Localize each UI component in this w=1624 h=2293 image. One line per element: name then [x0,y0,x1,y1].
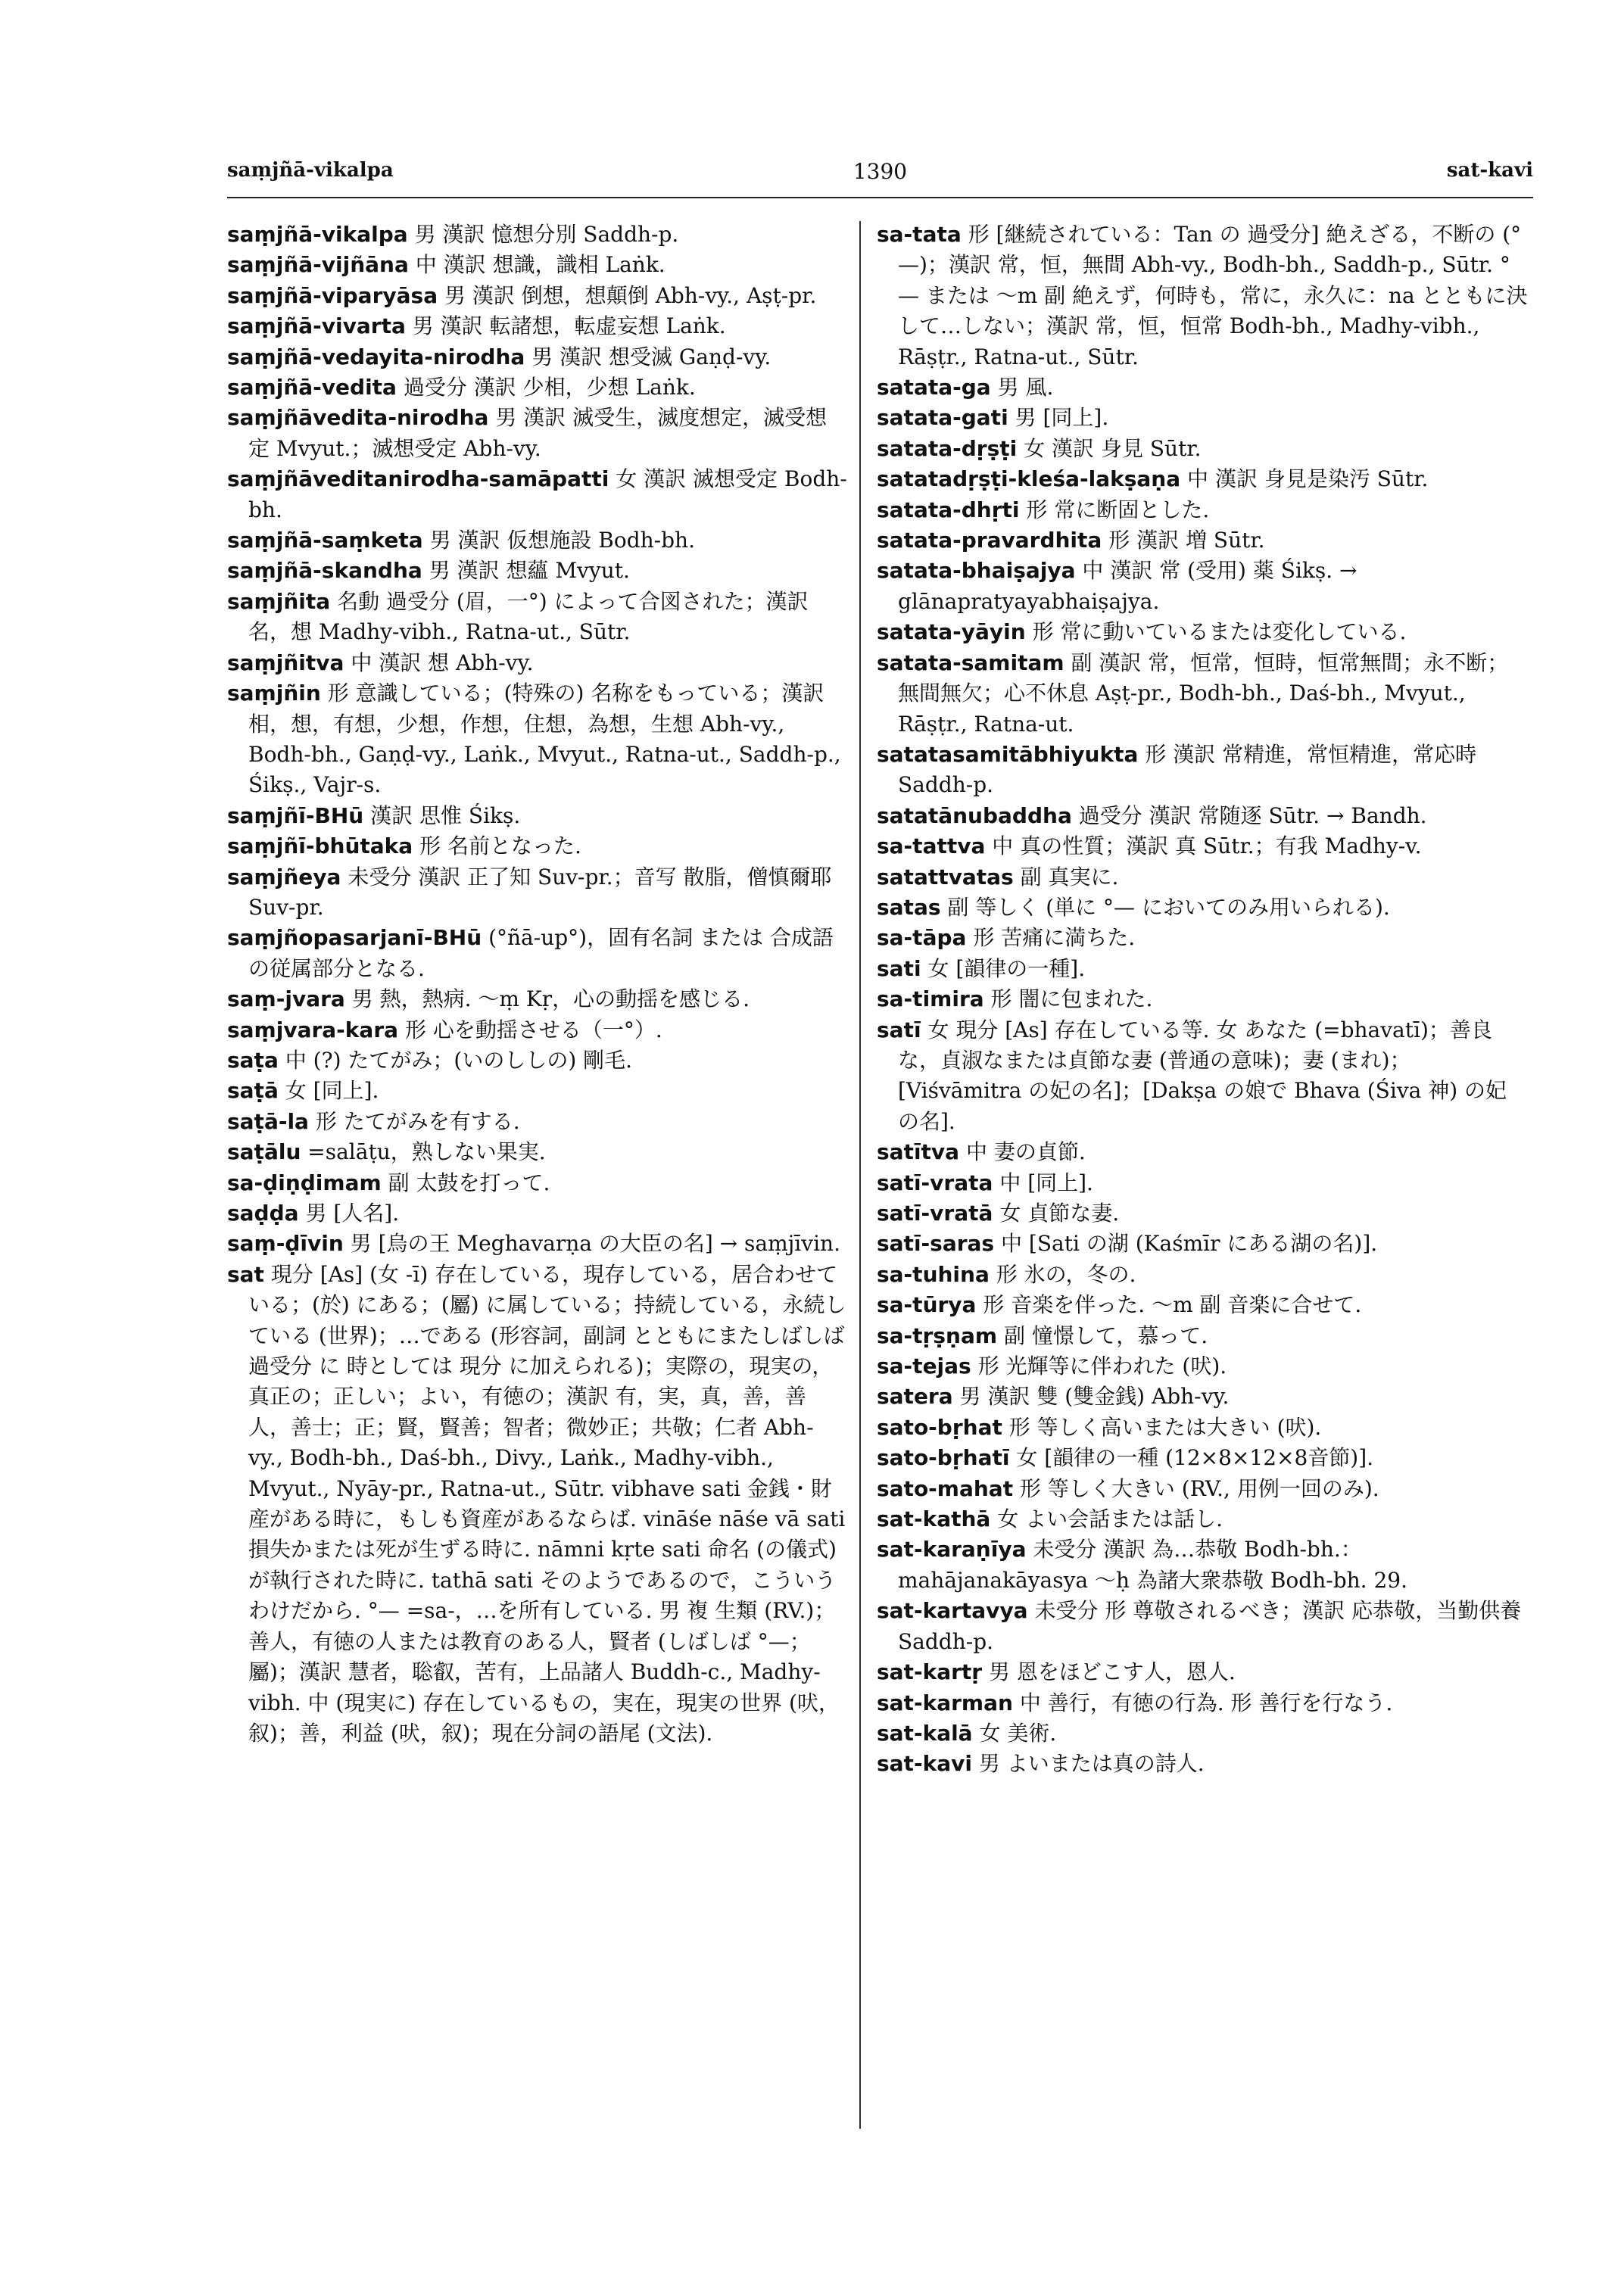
dictionary-entry [877,648,1528,740]
entry-headword: sa-tuhina [877,1261,990,1287]
entry-headword: saṃjñitva [227,650,344,675]
entry-headword: sato-bṛhat [877,1414,1002,1440]
dictionary-entry [877,831,1528,861]
dictionary-entry [877,1443,1528,1473]
dictionary-entry [877,801,1528,831]
header-right-guideword: sat-kavi [1446,159,1533,182]
entry-headword: saṃjñā-viparyāsa [227,282,438,308]
column-divider [859,221,861,2129]
entry-definition: 形 心を動揺させる（一°）. [404,1017,662,1042]
entry-definition: 男 漢訳 仮想施設 Bodh-bh. [429,528,695,553]
entry-definition: 中 (?) たてがみ；(いのししの) 剛毛. [285,1047,633,1073]
entry-definition: 副 漢訳 常，恒常，恒時，恒常無間；永不断；無間無欠；心不休息 Aṣṭ-pr., Bodh-bh., Daś-bh., Mvyut., Rāṣṭr., Ratna-ut. [898,650,1509,737]
dictionary-entry [877,1413,1528,1443]
entry-definition: 現分 [As] (女 -ī) 存在している，現存している，居合わせている；(於) にある；(屬) に属している；持続している，永続している (世界)；…である (形容詞，副詞 とともにまたしばしば 過受分 に 時としては 現分 に加えられる)；実際の，現実の，真正の；正しい；よい，有徳の；漢訳 有，実，真，善，善人，善士；正；賢，賢善；智者；微妙正；共敬；仁者 Abh-vy., Bodh-bh., Daś-bh., Divy., Laṅk., Madhy-vibh., Mvyut., Nyāy-pr., Ratna-ut., Sūtr. vibhave sati 金銭・財産がある時に，もしも資産があるならば. vināśe nāśe vā sati 損失かまたは死が生ずる時に. nāmni kṛte sati 命名 (の儀式) が執行された時に. tathā sati そのようであるので，こういうわけだから. °— =sa-，…を所有している. 男 複 生類 (RV.)；善人，有徳の人または教育のある人，賢者 (しばしば °—；屬)；漢訳 慧者，聡叡，苦有，上品諸人 Buddh-c., Madhy-vibh. 中 (現実に) 存在しているもの，実在，現実の世界 (吠，叙)；善，利益 (吠，叙)；現在分詞の語尾 (文法). [248,1261,846,1746]
entry-headword: sati [877,955,921,981]
entry-definition: 形 漢訳 常精進，常恒精進，常応時 Saddh-p. [898,741,1477,798]
entry-headword: saṃjñā-vikalpa [227,222,408,247]
dictionary-entry [877,1596,1528,1657]
dictionary-entry [227,250,848,280]
dictionary-entry [227,342,848,372]
entry-headword: saṃjñā-vedayita-nirodha [227,344,525,369]
dictionary-entry [227,648,848,678]
entry-definition: 男 風. [997,375,1054,400]
entry-definition: 中 漢訳 身見是染汚 Sūtr. [1187,466,1429,492]
left-column [227,220,848,1749]
entry-definition: 未受分 漢訳 為…恭敬 Bodh-bh.：mahājanakāyasya ～ḥ 為諸大衆恭敬 Bodh-bh. 29. [898,1537,1407,1593]
entry-definition: 中 善行，有徳の行為. 形 善行を行なう. [1019,1690,1393,1715]
entry-definition: 男 漢訳 想蘊 Mvyut. [429,558,630,584]
entry-headword: sa-tejas [877,1354,971,1379]
dictionary-entry [877,954,1528,984]
entry-definition: 形 苦痛に満ちた. [973,925,1136,951]
dictionary-entry [227,1107,848,1137]
entry-headword: satas [877,894,941,920]
entry-definition: 女 現分 [As] 存在している等. 女 あなた (=bhavatī)；善良な，貞淑なまたは貞節な妻 (普通の意味)；妻 (まれ)；[Viśvāmitra の妃の名]；[Dakṣa の娘で Bhava (Śiva 神) の妃の名]. [898,1017,1507,1134]
dictionary-entry [227,220,848,250]
dictionary-entry [877,220,1528,372]
entry-headword: satera [877,1384,953,1410]
dictionary-entry [877,1474,1528,1504]
page-number: 1390 [853,159,908,184]
entry-headword: saṃjñāveditanirodha-samāpatti [227,466,609,492]
entry-definition: 中 漢訳 想識，識相 Laṅk. [415,252,665,278]
dictionary-entry [877,464,1528,494]
entry-definition: 形 等しく大きい (RV., 用例一回のみ). [1020,1475,1379,1501]
entry-definition: 形 漢訳 増 Sūtr. [1108,528,1265,553]
entry-headword: saṃjñopasarjanī-BHū [227,925,482,951]
dictionary-entry [227,1015,848,1045]
dictionary-entry [227,1045,848,1076]
entry-headword: saṃjñā-skandha [227,558,422,584]
entry-definition: 形 常に断固とした. [1026,497,1210,522]
entry-definition: 形 音楽を伴った. ～m 副 音楽に合せて. [983,1292,1362,1318]
entry-headword: satī-saras [877,1231,995,1257]
entry-headword: sat-kalā [877,1720,973,1746]
dictionary-entry [877,1749,1528,1779]
entry-definition: 女 よい会話または話し. [997,1506,1223,1532]
entry-definition: 男 熱，熱病. ～ṃ Kṛ，心の動揺を感じる. [351,986,750,1012]
entry-headword: satī-vrata [877,1170,993,1195]
entry-definition: 中 漢訳 想 Abh-vy. [351,650,534,675]
entry-definition: 男 漢訳 倒想，想顛倒 Abh-vy., Aṣṭ-pr. [444,282,817,308]
entry-headword: satata-ga [877,375,991,400]
entry-headword: saṃ-jvara [227,986,345,1012]
entry-definition: 副 等しく (単に °— においてのみ用いられる). [947,894,1390,920]
dictionary-entry [877,403,1528,433]
dictionary-entry [877,372,1528,403]
entry-headword: sat [227,1261,264,1287]
entry-definition: 副 真実に. [1020,864,1119,889]
dictionary-entry [227,464,848,525]
dictionary-entry [227,1260,848,1749]
dictionary-entry [227,984,848,1014]
entry-headword: saṃjñita [227,588,331,614]
entry-headword: saṭa [227,1047,279,1073]
dictionary-entry [227,923,848,984]
dictionary-entry [877,862,1528,893]
entry-definition: 男 漢訳 想受滅 Gaṇḍ-vy. [531,344,771,369]
entry-headword: sa-tāpa [877,925,967,951]
entry-headword: saṭā [227,1078,279,1104]
dictionary-entry [227,403,848,464]
dictionary-entry [877,1504,1528,1534]
dictionary-entry [227,678,848,801]
entry-definition: 形 たてがみを有する. [315,1108,520,1134]
entry-definition: 形 常に動いているまたは変化している. [1032,619,1407,645]
entry-definition: 女 [韻律の一種 (12×8×12×8音節)]. [1016,1445,1374,1471]
entry-headword: saḍḍa [227,1201,299,1226]
entry-headword: sa-tattva [877,833,986,859]
dictionary-entry [877,1290,1528,1320]
entry-headword: saṃjñī-bhūtaka [227,833,413,859]
entry-headword: saṃjñā-vijñāna [227,252,409,278]
entry-definition: 女 漢訳 滅想受定 Bodh-bh. [248,466,847,522]
entry-definition: 名動 過受分 (眉，一°) によって合図された；漢訳 名，想 Madhy-vibh., Ratna-ut., Sūtr. [248,588,809,645]
dictionary-entry [227,372,848,403]
dictionary-entry [227,1137,848,1167]
dictionary-entry [877,1351,1528,1382]
dictionary-entry [877,556,1528,617]
dictionary-entry [227,1229,848,1259]
entry-definition: 副 憧憬して，慕って. [1003,1323,1208,1348]
dictionary-entry [227,311,848,341]
entry-definition: 女 美術. [979,1720,1057,1746]
entry-definition: 中 真の性質；漢訳 真 Sūtr.；有我 Madhy-v. [992,833,1422,859]
dictionary-entry [227,525,848,556]
entry-definition: 男 [烏の王 Meghavarṇa の大臣の名] → saṃjīvin. [350,1231,840,1257]
entry-headword: saṃjñā-saṃketa [227,528,423,553]
entry-headword: satata-dṛṣṭi [877,435,1018,461]
dictionary-entry [877,923,1528,953]
entry-headword: sa-timira [877,986,984,1012]
entry-definition: 中 妻の貞節. [965,1139,1086,1165]
entry-headword: sa-tata [877,222,962,247]
dictionary-entry [877,1657,1528,1687]
entry-headword: satī [877,1017,921,1042]
dictionary-entry [877,1718,1528,1749]
entry-definition: 形 等しく高いまたは大きい (吠). [1008,1414,1322,1440]
dictionary-entry [877,525,1528,556]
entry-headword: sat-karaṇīya [877,1537,1027,1562]
entry-definition: 男 [人名]. [305,1201,400,1226]
dictionary-entry [227,831,848,861]
dictionary-entry [877,1168,1528,1198]
dictionary-entry [877,1260,1528,1290]
entry-definition: 過受分 漢訳 少相，少想 Laṅk. [403,375,696,400]
entry-definition: 男 [同上]. [1015,405,1109,431]
dictionary-entry [877,1534,1528,1596]
dictionary-entry [877,495,1528,525]
dictionary-entry [227,801,848,831]
entry-headword: saṃjñeya [227,864,341,889]
dictionary-entry [877,434,1528,464]
right-column [877,220,1528,1780]
entry-headword: satata-gati [877,405,1008,431]
entry-headword: satata-bhaiṣajya [877,558,1076,584]
entry-headword: saṃjñin [227,681,321,706]
dictionary-entry [877,1015,1528,1138]
dictionary-entry [877,1321,1528,1351]
entry-definition: =salāṭu，熟しない果実. [307,1139,546,1165]
entry-definition: 形 名前となった. [419,833,581,859]
entry-definition: 女 [韻律の一種]. [927,955,1086,981]
entry-headword: sa-tṛṣṇam [877,1323,998,1348]
entry-definition: 女 [同上]. [285,1078,379,1104]
entry-definition: 中 [Sati の湖 (Kaśmīr にある湖の名)]. [1001,1231,1378,1257]
entry-headword: satī-vratā [877,1201,993,1226]
dictionary-entry [227,281,848,311]
entry-headword: sa-ḍiṇḍimam [227,1170,382,1195]
entry-headword: sa-tūrya [877,1292,977,1318]
entry-headword: satata-pravardhita [877,528,1102,553]
dictionary-entry [227,1168,848,1198]
entry-definition: (°ñā-up°)，固有名詞 または 合成語の従属部分となる. [248,925,834,981]
entry-definition: 漢訳 思惟 Śikṣ. [370,802,521,828]
entry-definition: 男 よいまたは真の詩人. [978,1751,1205,1777]
dictionary-entry [877,893,1528,923]
dictionary-entry [227,1076,848,1106]
entry-definition: 過受分 漢訳 常随逐 Sūtr. → Bandh. [1078,802,1427,828]
dictionary-entry [227,1198,848,1229]
entry-headword: saṃjñāvedita-nirodha [227,405,489,431]
entry-headword: satatasamitābhiyukta [877,741,1139,767]
entry-definition: 未受分 形 尊敬されるべき；漢訳 応恭敬，当勤供養 Saddh-p. [898,1598,1522,1654]
entry-definition: 未受分 漢訳 正了知 Suv-pr.；音写 散脂，僧慎爾耶 Suv-pr. [248,864,832,920]
entry-definition: 男 漢訳 転諸想，転虚妄想 Laṅk. [412,313,726,339]
entry-definition: 男 漢訳 雙 (雙金銭) Abh-vy. [959,1384,1230,1410]
entry-headword: satatadṛṣṭi-kleśa-lakṣaṇa [877,466,1181,492]
dictionary-entry [877,740,1528,801]
entry-definition: 形 [継続されている：Tan の 過受分] 絶えざる，不断の (°—)；漢訳 常，恒，無間 Abh-vy., Bodh-bh., Saddh-p., Sūtr. °— または ～m 副 絶えず，何時も，常に，永久に：na とともに決して…しない；漢訳 常，恒，恒常 Bodh-bh., Madhy-vibh., Rāṣṭr., Ratna-ut., Sūtr. [898,222,1528,369]
entry-headword: saṭālu [227,1139,301,1165]
entry-headword: satata-dhṛti [877,497,1020,522]
dictionary-entry [877,1688,1528,1718]
entry-definition: 形 光輝等に伴われた (吠). [977,1354,1227,1379]
entry-definition: 副 太鼓を打って. [388,1170,550,1195]
entry-headword: sat-kartṛ [877,1659,983,1685]
entry-headword: saṃjvara-kara [227,1017,399,1042]
entry-headword: satata-yāyin [877,619,1026,645]
entry-definition: 中 [同上]. [999,1170,1093,1195]
dictionary-entry [877,984,1528,1014]
dictionary-entry [227,587,848,648]
entry-headword: sat-kathā [877,1506,991,1532]
entry-definition: 男 漢訳 憶想分別 Saddh-p. [414,222,679,247]
entry-definition: 男 恩をほどこす人，恩人. [989,1659,1236,1685]
entry-headword: saṃjñā-vivarta [227,313,406,339]
entry-headword: satatānubaddha [877,802,1072,828]
entry-headword: saṃ-ḍīvin [227,1231,344,1257]
entry-definition: 形 闇に包まれた. [990,986,1153,1012]
entry-headword: saṃjñā-vedita [227,375,397,400]
dictionary-entry [227,556,848,586]
header-left-guideword: saṃjñā-vikalpa [227,159,394,182]
entry-headword: sat-kartavya [877,1598,1028,1624]
entry-definition: 形 氷の，冬の. [996,1261,1136,1287]
entry-definition: 男 漢訳 滅受生，滅度想定，滅受想定 Mvyut.；滅想受定 Abh-vy. [248,405,828,461]
entry-headword: satītva [877,1139,960,1165]
dictionary-entry [227,862,848,924]
entry-headword: satata-samitam [877,650,1064,675]
entry-headword: sato-mahat [877,1475,1014,1501]
entry-headword: sat-karman [877,1690,1013,1715]
entry-definition: 女 貞節な妻. [999,1201,1120,1226]
entry-definition: 形 意識している；(特殊の) 名称をもっている；漢訳 相，想，有想，少想，作想，住想，為想，生想 Abh-vy., Bodh-bh., Gaṇḍ-vy., Laṅk., Mvyut., Ratna-ut., Saddh-p., Śikṣ., Vajr-s. [248,681,841,798]
dictionary-entry [877,1198,1528,1229]
dictionary-entry [877,1382,1528,1412]
entry-headword: saṃjñī-BHū [227,802,364,828]
entry-headword: satattvatas [877,864,1014,889]
entry-definition: 女 漢訳 身見 Sūtr. [1024,435,1202,461]
dictionary-entry [877,617,1528,647]
dictionary-entry [877,1137,1528,1167]
entry-headword: sat-kavi [877,1751,972,1777]
dictionary-entry [877,1229,1528,1259]
entry-headword: sato-bṛhatī [877,1445,1010,1471]
page-header [227,151,1533,198]
entry-headword: saṭā-la [227,1108,309,1134]
entry-definition: 中 漢訳 常 (受用) 薬 Śikṣ. → glānapratyayabhaiṣajya. [898,558,1357,614]
